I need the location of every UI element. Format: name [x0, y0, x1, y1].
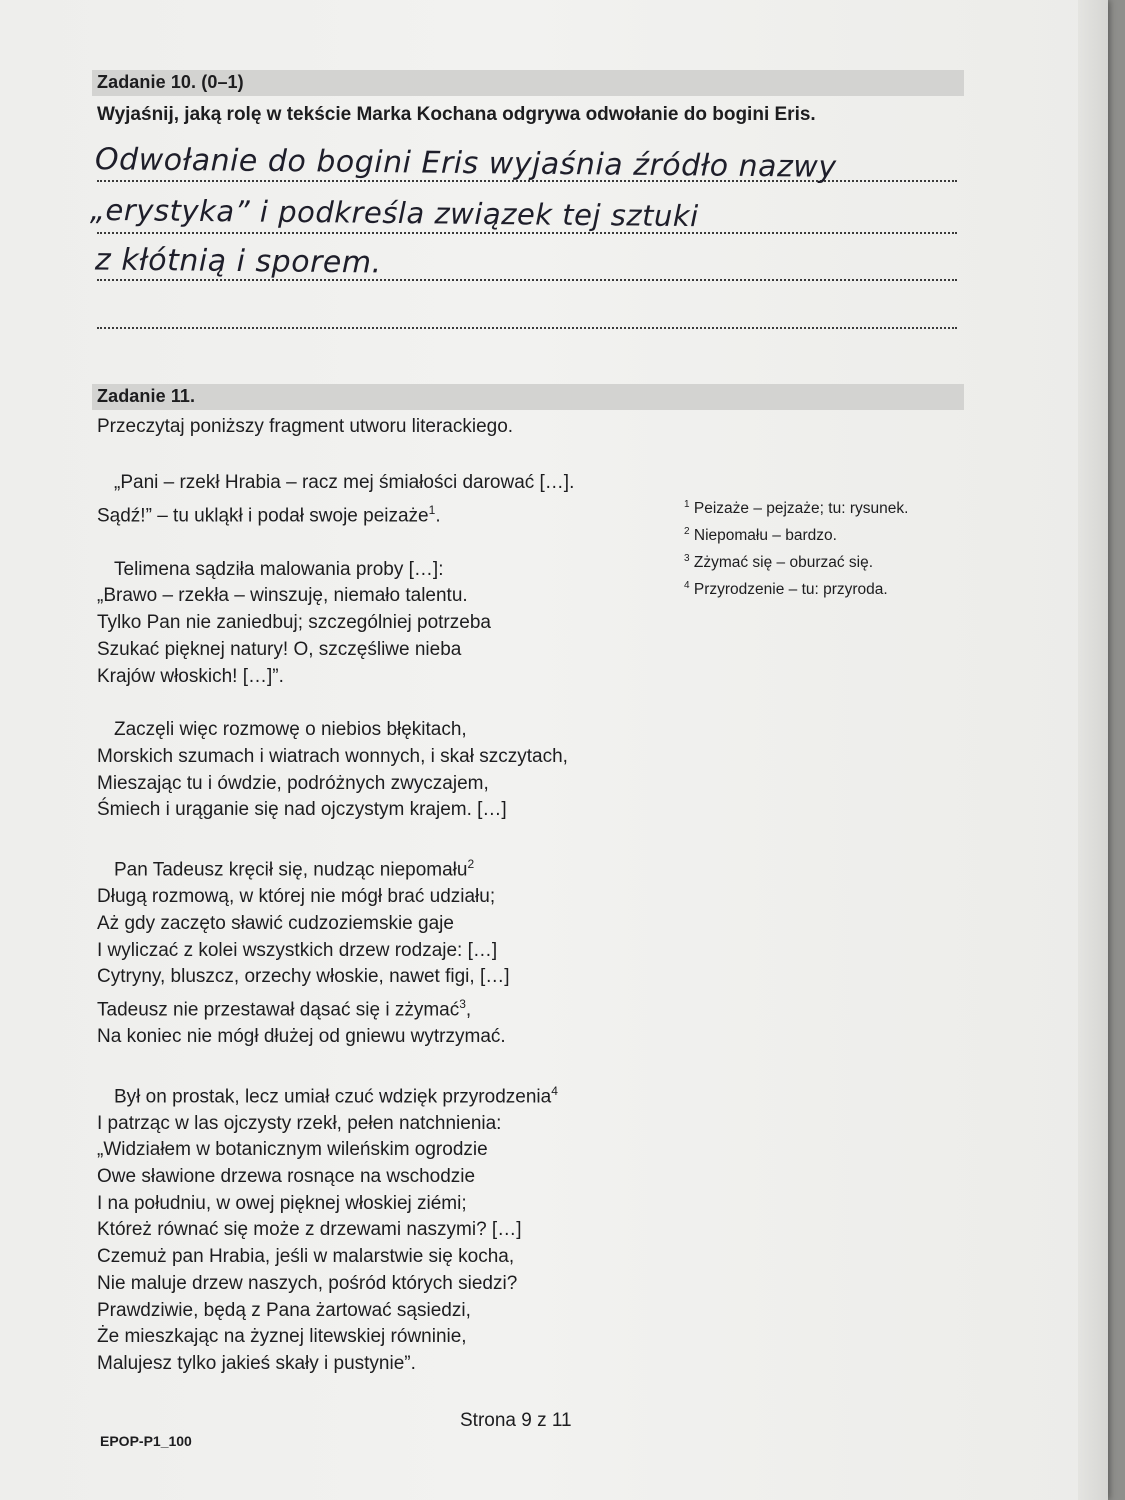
handwritten-answer-1: Odwołanie do bogini Eris wyjaśnia źródło nazwy [94, 142, 837, 185]
poem-line: „Widziałem w botanicznym wileńskim ogrodzie [97, 1139, 488, 1161]
poem-line: Śmiech i urąganie się nad ojczystym krajem. […] [97, 799, 507, 821]
poem-line: Był on prostak, lecz umiał czuć wdzięk przyrodzenia$^4$ [114, 1083, 558, 1107]
handwritten-answer-3: z kłótnią i sporem. [94, 242, 382, 281]
poem-line: „Pani – rzekł Hrabia – racz mej śmiałości darować […]. [114, 472, 575, 493]
poem-line: Morskich szumach i wiatrach wonnych, i skał szczytach, [97, 745, 568, 767]
poem-line: Krajów włoskich! […]”. [97, 665, 284, 687]
poem-line: Zaczęli więc rozmowę o niebios błękitach, [114, 719, 467, 741]
poem-line: Długą rozmową, w której nie mógł brać udziału; [97, 886, 496, 908]
poem-line: I patrząc w las ojczysty rzekł, pełen natchnienia: [97, 1112, 502, 1134]
poem-line: Któreż równać się może z drzewami naszymi? […] [97, 1219, 522, 1241]
footnote-4: $^4$ Przyrodzenie – tu: przyroda. [684, 580, 888, 599]
answer-line-4 [97, 327, 957, 329]
footnote-ref-1: 1 [428, 502, 436, 517]
footnote-ref-4: 4 [551, 1083, 558, 1098]
handwritten-answer-2: „erystyka” i podkreśla związek tej sztuki [89, 192, 699, 234]
page-edge [1078, 0, 1108, 1500]
poem-line: Szukać pięknej natury! O, szczęśliwe nieba [97, 638, 462, 660]
task11-title: Zadanie 11. [97, 386, 196, 406]
answer-line-2 [97, 232, 957, 234]
stanza-1 [97, 470, 574, 530]
poem-line: Cytryny, bluszcz, orzechy włoskie, nawet figi, […] [97, 966, 510, 988]
poem-line: I wyliczać z kolei wszystkich drzew rodzaje: […] [97, 939, 498, 961]
exam-code: EPOP-P1_100 [100, 1433, 192, 1449]
stanza-2 [97, 557, 574, 691]
poem-line: Czemuż pan Hrabia, jeśli w malarstwie się kocha, [97, 1246, 515, 1268]
footnote-ref-2: 2 [467, 857, 475, 872]
poem-line: Owe sławione drzewa rosnące na wschodzie [97, 1166, 476, 1188]
poem-line: Malujesz tylko jakieś skały i pustynie”. [97, 1353, 416, 1374]
poem-line: Telimena sądziła malowania proby […]: [114, 558, 444, 580]
page-number: Strona 9 z 11 [460, 1410, 572, 1431]
poem-line: I na południu, w owej pięknej włoskiej ziémi; [97, 1192, 467, 1214]
poem-line: Nie maluje drzew naszych, pośród których siedzi? [97, 1272, 518, 1294]
poem-line: Prawdziwie, będą z Pana żartować sąsiedzi, [97, 1299, 471, 1321]
stanza-4 [97, 851, 574, 1051]
poem-line: Pan Tadeusz kręcił się, nudząc niepomału$^2$ [114, 857, 475, 881]
task11-instruction: Przeczytaj poniższy fragment utworu literackiego. [97, 416, 514, 437]
task11-header-bar [92, 384, 964, 410]
poem-line: Że mieszkając na żyznej litewskiej równinie, [97, 1326, 467, 1348]
poem-line: Na koniec nie mógł dłużej od gniewu wytrzymać. [97, 1025, 506, 1047]
poem-line: Mieszając tu i ówdzie, podróżnych zwyczajem, [97, 772, 489, 794]
task10-question: Wyjaśnij, jaką rolę w tekście Marka Kochana odgrywa odwołanie do bogini Eris. [97, 104, 816, 125]
footnote-3: $^3$ Zżymać się – oburzać się. [684, 553, 874, 572]
poem-line: Tadeusz nie przestawał dąsać się i zżymać$^3$, [97, 996, 472, 1021]
footnote-1: $^1$ Peizaże – pejzaże; tu: rysunek. [684, 499, 909, 518]
poem-line: Aż gdy zaczęto sławić cudzoziemskie gaje [97, 912, 454, 934]
poem-fragment [97, 470, 574, 1405]
poem-line: Tylko Pan nie zaniedbuj; szczególniej potrzeba [97, 612, 491, 634]
task10-title: Zadanie 10. (0–1) [97, 72, 244, 92]
stanza-5 [97, 1078, 574, 1378]
footnote-ref-3: 3 [459, 996, 466, 1011]
answer-line-3 [97, 279, 957, 281]
footnotes [684, 493, 908, 602]
stanza-3 [97, 717, 574, 824]
poem-line: „Brawo – rzekła – winszuję, niemało talentu. [97, 585, 468, 607]
poem-line: Sądź!” – tu ukląkł i podał swoje peizaże$^1$. [97, 502, 441, 527]
footnote-2: $^2$ Niepomału – bardzo. [684, 526, 837, 545]
